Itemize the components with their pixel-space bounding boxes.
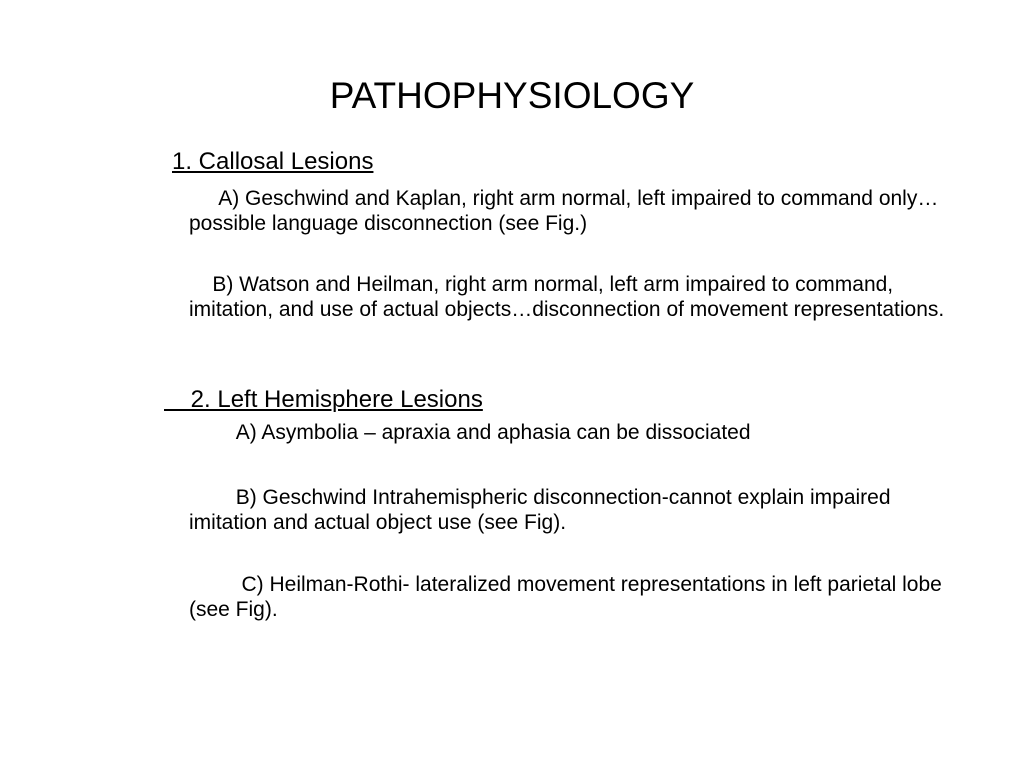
item-watson-heilman: B) Watson and Heilman, right arm normal, left arm impaired to command, imitation, and use of actual objects…disconnection of movement representations. <box>189 273 945 321</box>
section-heading-left-hemisphere-lesions: 2. Left Hemisphere Lesions <box>164 386 483 413</box>
item-asymbolia: A) Asymbolia – apraxia and aphasia can be dissociated <box>189 421 751 444</box>
slide-title: PATHOPHYSIOLOGY <box>329 75 695 116</box>
item-geschwind-intrahemispheric: B) Geschwind Intrahemispheric disconnection-cannot explain impaired imitation and actual object use (see Fig). <box>189 486 897 534</box>
section-heading-callosal-lesions: 1. Callosal Lesions <box>172 148 374 175</box>
item-heilman-rothi: C) Heilman-Rothi- lateralized movement representations in left parietal lobe (see Fig). <box>189 573 948 621</box>
item-geschwind-kaplan: A) Geschwind and Kaplan, right arm normal, left impaired to command only…possible language disconnection (see Fig.) <box>189 187 939 235</box>
